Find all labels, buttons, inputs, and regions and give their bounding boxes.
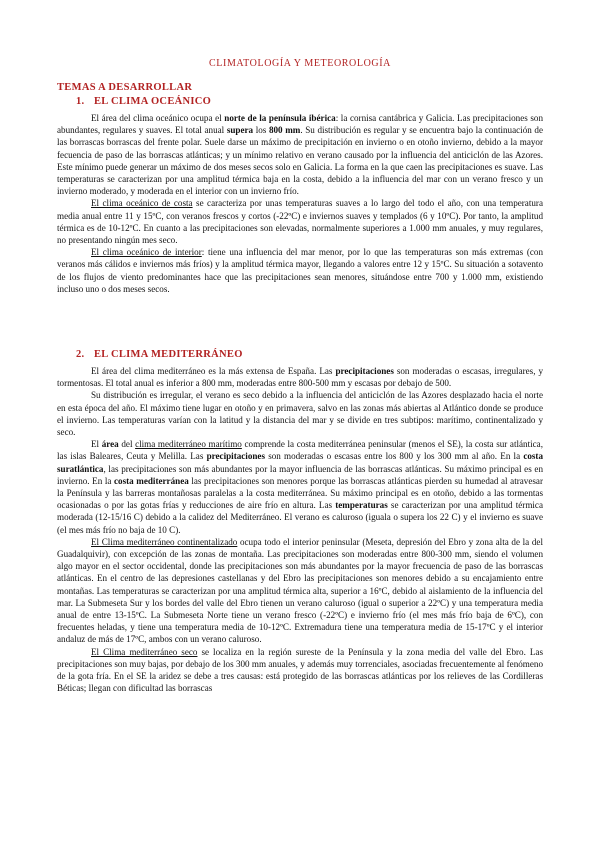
heading-mediterranean-climate [57, 349, 243, 360]
document-page [57, 0, 543, 848]
heading-oceanic-climate [57, 96, 211, 107]
paragraph: El clima oceánico de interior: tiene una influencia del mar menor, por lo que las temperaturas son más extremas (con veranos más cálidos e inviernos más fríos) y la amplitud térmica mayor, llegando a valores entre 12 y 15ºC. Su situación a sotavento de los flujos de viento predominantes hace que las precipitaciones sean menores, situándose entre 700 y 1.000 mm, existiendo incluso uno o dos meses secos. [57, 247, 543, 294]
heading-title: EL CLIMA OCEÁNICO [94, 96, 212, 107]
oceanic-climate-body [57, 112, 543, 295]
paragraph: El área del clima mediterráneo marítimo comprende la costa mediterránea peninsular (menos el SE), la costa sur atlántica, las islas Baleares, Ceuta y Melilla. Las precipitaciones son moderadas o escasas entre los 800 y los 300 mm al año. En la costa suratlántica, las precipitaciones son más abundantes por la mayor influencia de las borrascas atlánticas. Su máximo principal es en invierno. En la costa mediterránea las precipitaciones son menores porque las borrascas atlánticas pierden su humedad al atravesar la Península y las barreras montañosas paralelas a la costa mediterránea. Su máximo principal es en otoño, debido a las tormentas ocasionadas o por las gotas frías y reducciones de aire frío en altura. Las temperaturas se caracterizan por una amplitud térmica moderada (12-15/16 C) debido a la calidez del Mediterráneo. El verano es caluroso (iguala o supera los 22 C) y el invierno es suave (el mes más frío no baja de 10 C). [57, 439, 543, 535]
paragraph: Su distribución es irregular, el verano es seco debido a la influencia del anticiclón de las Azores desplazado hacia el norte en esta época del año. El máximo tiene lugar en otoño y en primavera, salvo en las zonas más abiertas al Atlántico donde se produce el invierno. Las temperaturas varían con la latitud y la distancia del mar y se divide en tres subtipos: marítimo, continentalizado y seco. [57, 390, 543, 438]
section-heading: TEMAS A DESARROLLAR [57, 82, 193, 93]
heading-title: EL CLIMA MEDITERRÁNEO [94, 349, 243, 360]
paragraph: El área del clima oceánico ocupa el norte de la península ibérica: la cornisa cantábrica y Galicia. Las precipitaciones son abundantes, regulares y suaves. El total anual supera los 800 mm. Su distribución es regular y se encuentra bajo la continuación de las borrascas borrascas del frente polar. Suele darse un máximo de precipitación en invierno o en otoño invierno, debido a la mayor fecuencia de paso de las borrascas atlánticas; y un mínimo relativo en verano causado por la influencia del anticiclón de las Azores. Este mínimo puede generar un máximo de dos meses secos solo en Galicia. La forma en la que caen las precipitaciones es suave. Las temperaturas se caracterizan por una amplitud térmica baja en la costa, debido a la influencia del mar con un verano fresco y un invierno moderado, y moderada en el interior con un invierno frío. [57, 113, 543, 197]
heading-number: 1. [76, 96, 85, 107]
heading-number: 2. [76, 349, 85, 360]
paragraph: El clima oceánico de costa se caracteriza por unas temperaturas suaves a lo largo del todo el año, con una temperatura media anual entre 11 y 15ºC, con veranos frescos y cortos (-22ºC) e inviernos suaves y templados (6 y 10ºC). Por tanto, la amplitud térmica es de 10-12ºC. En cuanto a las precipitaciones son elevadas, normalmente superiores a 1.000 mm anuales, y muy regulares, no presentando ningún mes seco. [57, 198, 543, 246]
mediterranean-climate-body [57, 365, 543, 694]
paragraph: El área del clima mediterráneo es la más extensa de España. Las precipitaciones son moderadas o escasas, irregulares, y tormentosas. El total anual es inferior a 800 mm, moderadas entre 800-500 mm y escasas por debajo de 500. [57, 366, 543, 389]
paragraph: El Clima mediterráneo continentalizado ocupa todo el interior peninsular (Meseta, depresión del Ebro y zona alta de la del Guadalquivir), con excepción de las zonas de montaña. Las precipitaciones son moderadas entre 800-300 mm, siendo el volumen algo mayor en el sector occidental, donde las precipitaciones son más abundantes por la mayor frecuencia de paso de las borrascas atlánticas. En el centro de las depresiones castellanas y del Ebro las precipitaciones son menores debido a su encajamiento entre montañas. Las temperaturas se caracterizan por una amplitud térmica alta, superior a 16ºC, debido al aislamiento de la influencia del mar. La Submeseta Sur y los bordes del valle del Ebro tienen un verano caluroso (igual o superior a 22ºC) y una temperatura media anual de entre 13-15ºC. La Submeseta Norte tiene un verano fresco (-22ºC) e invierno frío (el mes más frío baja de 6ºC), con frecuentes heladas, y tiene una temperatura media de 10-12ºC. Extremadura tiene una temperatura media de 15-17ºC y el interior andaluz de más de 17ºC, ambos con un verano caluroso. [57, 536, 543, 645]
document-title: CLIMATOLOGÍA Y METEOROLOGÍA [209, 58, 391, 69]
paragraph: El Clima mediterráneo seco se localiza en la región sureste de la Península y la zona media del valle del Ebro. Las precipitaciones son muy bajas, por debajo de los 300 mm anuales, y además muy torrenciales, asociadas frecuentemente al fenómeno de la gota fría. En el SE la aridez se debe a tres causas: está protegido de las borrascas atlánticas por los relieves de las Cordilleras Béticas; llegan con dificultad las borrascas [57, 646, 543, 694]
